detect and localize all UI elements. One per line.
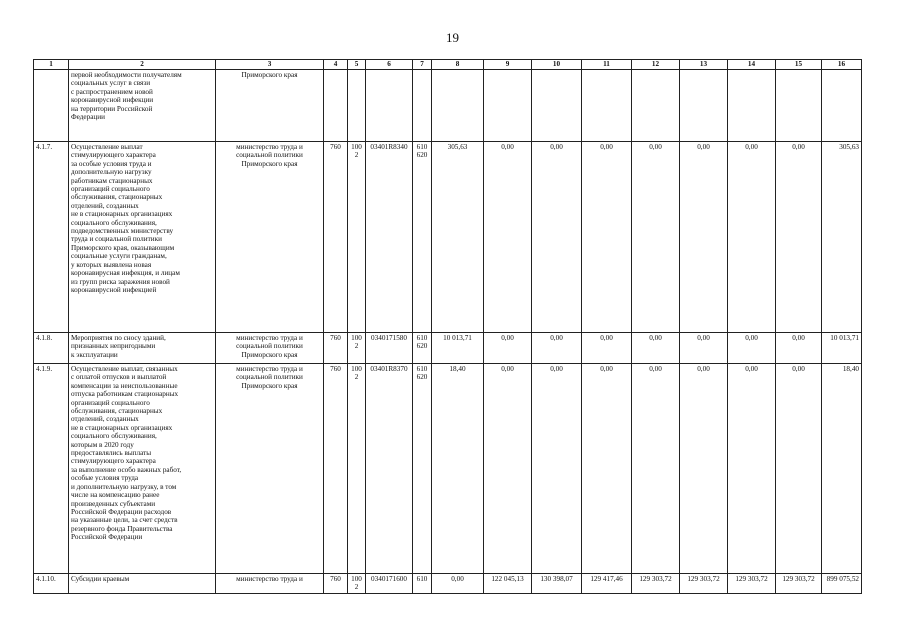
cell-grbs — [324, 70, 348, 142]
cell-amount: 0,00 — [532, 142, 582, 333]
cell-target-code — [366, 70, 413, 142]
cell-amount: 0,00 — [532, 333, 582, 364]
cell-amount — [632, 70, 680, 142]
cell-total: 10 013,71 — [822, 333, 862, 364]
column-header: 10 — [532, 60, 582, 70]
responsible-org: министерство труда и социальной политики Приморского края — [216, 142, 324, 333]
cell-amount: 130 398,07 — [532, 574, 582, 594]
cell-amount — [532, 70, 582, 142]
cell-amount: 0,00 — [728, 142, 776, 333]
cell-amount: 0,00 — [728, 333, 776, 364]
cell-section: 1002 — [348, 574, 366, 594]
cell-amount: 0,00 — [680, 364, 728, 574]
cell-amount: 129 303,72 — [776, 574, 822, 594]
cell-amount: 129 303,72 — [680, 574, 728, 594]
column-header: 15 — [776, 60, 822, 70]
column-header: 7 — [413, 60, 432, 70]
cell-expense-type — [413, 70, 432, 142]
cell-amount: 129 303,72 — [728, 574, 776, 594]
cell-amount: 0,00 — [728, 364, 776, 574]
column-header: 13 — [680, 60, 728, 70]
measure-name: Субсидии краевым — [69, 574, 216, 594]
cell-expense-type: 610 620 — [413, 364, 432, 574]
cell-amount: 129 417,46 — [582, 574, 632, 594]
cell-amount — [776, 70, 822, 142]
page-number: 19 — [446, 30, 459, 45]
cell-amount: 0,00 — [582, 364, 632, 574]
measure-name: первой необходимости получателям социальных услуг в связи с распространением новой коронавирусной инфекции на территории Российской Федерации — [69, 70, 216, 142]
column-header: 16 — [822, 60, 862, 70]
responsible-org: Приморского края — [216, 70, 324, 142]
cell-grbs: 760 — [324, 333, 348, 364]
row-number: 4.1.8. — [34, 333, 69, 364]
cell-amount: 0,00 — [632, 142, 680, 333]
column-header: 1 — [34, 60, 69, 70]
row-number: 4.1.9. — [34, 364, 69, 574]
cell-amount — [484, 70, 532, 142]
cell-section — [348, 70, 366, 142]
cell-target-code: 03401R8370 — [366, 364, 413, 574]
cell-grbs: 760 — [324, 574, 348, 594]
cell-amount: 122 045,13 — [484, 574, 532, 594]
responsible-org: министерство труда и социальной политики Приморского края — [216, 364, 324, 574]
cell-amount: 0,00 — [632, 364, 680, 574]
cell-amount — [680, 70, 728, 142]
cell-amount: 0,00 — [432, 574, 484, 594]
cell-section: 1002 — [348, 364, 366, 574]
header-row — [34, 60, 862, 70]
table-row — [34, 364, 862, 574]
column-header: 9 — [484, 60, 532, 70]
row-number: 4.1.7. — [34, 142, 69, 333]
cell-amount — [432, 70, 484, 142]
column-header: 5 — [348, 60, 366, 70]
cell-amount: 0,00 — [776, 364, 822, 574]
cell-amount — [582, 70, 632, 142]
cell-amount: 129 303,72 — [632, 574, 680, 594]
column-header: 14 — [728, 60, 776, 70]
cell-amount: 0,00 — [582, 333, 632, 364]
responsible-org: министерство труда и — [216, 574, 324, 594]
table-row — [34, 142, 862, 333]
cell-amount: 305,63 — [432, 142, 484, 333]
cell-target-code: 0340171600 — [366, 574, 413, 594]
cell-amount: 0,00 — [582, 142, 632, 333]
table-row — [34, 333, 862, 364]
cell-amount: 0,00 — [680, 333, 728, 364]
table-row — [34, 574, 862, 594]
column-header: 6 — [366, 60, 413, 70]
cell-amount: 0,00 — [484, 142, 532, 333]
cell-expense-type: 610 620 — [413, 333, 432, 364]
measure-name: Осуществление выплат стимулирующего характера за особые условия труда и дополнительную нагрузку работникам стационарных организаций социального обслуживания, стационарных отделений, созданных не в стационарных организациях социального обслуживания, подведомственных министерству труда и социальной политики Приморского края, оказывающим социальные услуги гражданам, у которых выявлена новая коронавирусная инфекция, и лицам из групп риска заражения новой коронавирусной инфекцией — [69, 142, 216, 333]
cell-grbs: 760 — [324, 142, 348, 333]
column-header: 4 — [324, 60, 348, 70]
responsible-org: министерство труда и социальной политики Приморского края — [216, 333, 324, 364]
row-number: 4.1.10. — [34, 574, 69, 594]
cell-amount: 0,00 — [532, 364, 582, 574]
cell-amount: 10 013,71 — [432, 333, 484, 364]
cell-grbs: 760 — [324, 364, 348, 574]
column-header: 2 — [69, 60, 216, 70]
cell-target-code: 03401R8340 — [366, 142, 413, 333]
cell-total: 18,40 — [822, 364, 862, 574]
cell-amount: 18,40 — [432, 364, 484, 574]
cell-amount: 0,00 — [776, 333, 822, 364]
row-number — [34, 70, 69, 142]
cell-amount: 0,00 — [776, 142, 822, 333]
cell-expense-type: 610 620 — [413, 142, 432, 333]
cell-amount: 0,00 — [632, 333, 680, 364]
cell-expense-type: 610 — [413, 574, 432, 594]
measure-name: Осуществление выплат, связанных с оплатой отпусков и выплатой компенсации за неиспользованные отпуска работникам стационарных организаций социального обслуживания, стационарных отделений, созданных не в стационарных организациях социального обслуживания, которым в 2020 году предоставлялись выплаты стимулирующего характера за выполнение особо важных работ, особые условия труда и дополнительную нагрузку, в том числе на компенсацию ранее произведенных субъектами Российской Федерации расходов на указанные цели, за счет средств резервного фонда Правительства Российской Федерации — [69, 364, 216, 574]
cell-amount: 0,00 — [484, 333, 532, 364]
cell-target-code: 0340171580 — [366, 333, 413, 364]
cell-amount: 0,00 — [484, 364, 532, 574]
cell-section: 1002 — [348, 333, 366, 364]
cell-section: 1002 — [348, 142, 366, 333]
budget-table — [33, 59, 862, 594]
column-header: 3 — [216, 60, 324, 70]
cell-amount — [728, 70, 776, 142]
column-header: 11 — [582, 60, 632, 70]
column-header: 12 — [632, 60, 680, 70]
cell-amount: 0,00 — [680, 142, 728, 333]
cell-total: 305,63 — [822, 142, 862, 333]
table-row — [34, 70, 862, 142]
cell-total — [822, 70, 862, 142]
column-header: 8 — [432, 60, 484, 70]
measure-name: Мероприятия по сносу зданий, признанных непригодными к эксплуатации — [69, 333, 216, 364]
cell-total: 899 075,52 — [822, 574, 862, 594]
